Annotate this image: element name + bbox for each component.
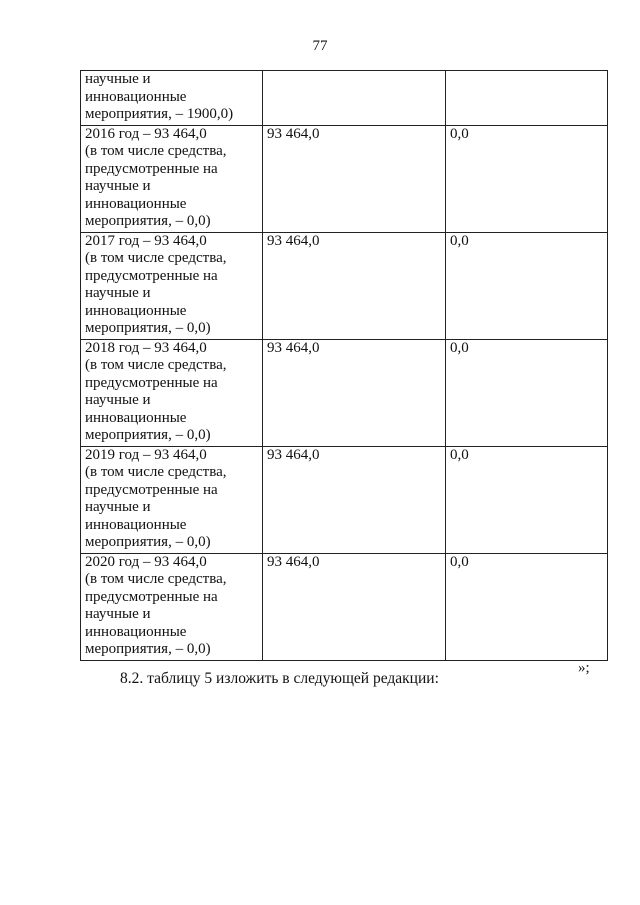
year-total-line: 2018 год – 93 464,0	[85, 339, 207, 356]
cell-line: (в том числе средства,	[85, 143, 227, 159]
cell-line: мероприятия, – 1900,0)	[85, 106, 234, 122]
cell-line: научные и	[85, 499, 151, 515]
cell-line: научные и	[85, 392, 151, 408]
year-total-line: 2017 год – 93 464,0	[85, 232, 207, 249]
cell-line: инновационные	[85, 88, 187, 105]
other-value-cell: 0,0	[446, 125, 608, 232]
funding-table	[80, 70, 608, 661]
other-value-cell: 0,0	[446, 446, 608, 553]
description-cell	[81, 339, 263, 446]
cell-line: инновационные	[85, 516, 187, 533]
cell-line: (в том числе средства,	[85, 464, 227, 480]
continued-description-cell	[81, 71, 263, 126]
amendment-paragraph: 8.2. таблицу 5 изложить в следующей редакции:	[120, 670, 439, 687]
cell-line: инновационные	[85, 302, 187, 319]
cell-line: инновационные	[85, 195, 187, 212]
table-row-2020	[81, 553, 608, 660]
total-value-cell: 93 464,0	[263, 125, 446, 232]
table-row-2019	[81, 446, 608, 553]
cell-line: научные и	[85, 178, 151, 194]
cell-line: (в том числе средства,	[85, 250, 227, 266]
total-value-cell: 93 464,0	[263, 232, 446, 339]
cell-line: мероприятия, – 0,0)	[85, 641, 211, 657]
cell-line: предусмотренные на	[85, 588, 218, 605]
table-row-2018	[81, 339, 608, 446]
cell-line: инновационные	[85, 623, 187, 640]
cell-line: научные и	[85, 606, 151, 622]
cell-line: мероприятия, – 0,0)	[85, 427, 211, 443]
cell-line: (в том числе средства,	[85, 357, 227, 373]
total-value-cell: 93 464,0	[263, 339, 446, 446]
total-value-cell: 93 464,0	[263, 553, 446, 660]
other-value-cell: 0,0	[446, 339, 608, 446]
page-number: 77	[312, 38, 328, 54]
cell-line: мероприятия, – 0,0)	[85, 534, 211, 550]
description-cell	[81, 553, 263, 660]
cell-line: предусмотренные на	[85, 481, 218, 498]
cell-line: предусмотренные на	[85, 160, 218, 177]
description-cell	[81, 232, 263, 339]
table-row-2017	[81, 232, 608, 339]
cell-line: (в том числе средства,	[85, 571, 227, 587]
cell-line: предусмотренные на	[85, 374, 218, 391]
cell-line: инновационные	[85, 409, 187, 426]
table-row-2016	[81, 125, 608, 232]
description-cell	[81, 446, 263, 553]
other-value-cell: 0,0	[446, 553, 608, 660]
continued-other-cell	[446, 71, 608, 126]
closing-quote: »;	[578, 660, 590, 676]
other-value-cell: 0,0	[446, 232, 608, 339]
year-total-line: 2020 год – 93 464,0	[85, 553, 207, 570]
description-cell	[81, 125, 263, 232]
table-row-continued	[81, 71, 608, 126]
cell-line: мероприятия, – 0,0)	[85, 320, 211, 336]
cell-line: предусмотренные на	[85, 267, 218, 284]
continued-total-cell	[263, 71, 446, 126]
cell-line: научные и	[85, 71, 151, 87]
cell-line: научные и	[85, 285, 151, 301]
year-total-line: 2019 год – 93 464,0	[85, 446, 207, 463]
cell-line: мероприятия, – 0,0)	[85, 213, 211, 229]
total-value-cell: 93 464,0	[263, 446, 446, 553]
year-total-line: 2016 год – 93 464,0	[85, 125, 207, 142]
